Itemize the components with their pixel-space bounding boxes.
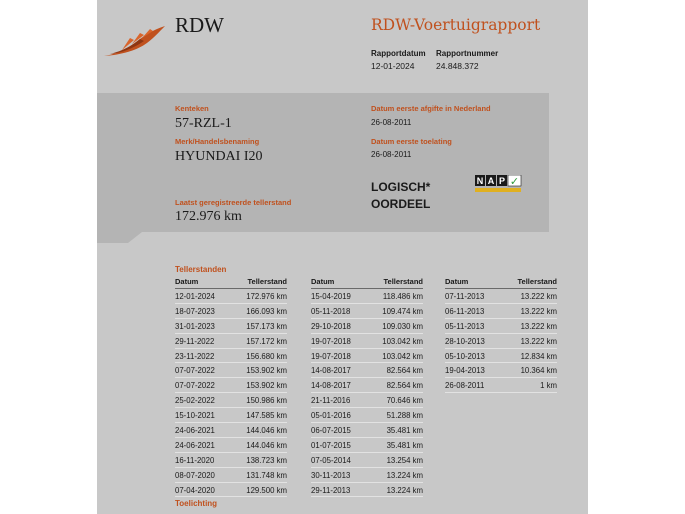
table-row: [175, 393, 287, 408]
reading-km: 150.986 km: [246, 396, 287, 406]
reading-date: 06-11-2013: [445, 306, 485, 316]
table-row: [311, 289, 423, 304]
reading-km: 13.254 km: [386, 455, 423, 465]
reading-date: 25-02-2022: [175, 396, 215, 406]
table-row: [311, 468, 423, 483]
reading-km: 144.046 km: [246, 440, 287, 450]
make-value: HYUNDAI I20: [175, 149, 263, 164]
table-row: [311, 408, 423, 423]
table-row: [175, 349, 287, 364]
reading-km: 103.042 km: [382, 336, 423, 346]
date-header: Datum: [445, 277, 469, 286]
reading-date: 30-11-2013: [311, 470, 351, 480]
reading-km: 51.288 km: [386, 411, 423, 421]
reading-km: 35.481 km: [386, 426, 423, 436]
verdict-line1: LOGISCH*: [371, 180, 431, 194]
reading-date: 05-11-2018: [311, 306, 351, 316]
table-row: [445, 304, 557, 319]
table-row: [311, 378, 423, 393]
table-row: [175, 304, 287, 319]
reading-km: 109.474 km: [382, 306, 423, 316]
table-row: [311, 304, 423, 319]
make-label: Merk/Handelsbenaming: [175, 137, 260, 146]
table-row: [311, 319, 423, 334]
reading-km: 10.364 km: [520, 366, 557, 376]
table-row: [445, 349, 557, 364]
table-row: [175, 289, 287, 304]
notes-title: Toelichting: [175, 499, 218, 508]
brand-name: RDW: [175, 13, 224, 37]
reading-km: 144.046 km: [246, 426, 287, 436]
reading-date: 29-10-2018: [311, 321, 351, 331]
table-row: [311, 438, 423, 453]
readings-column: [311, 277, 423, 497]
reading-km: 157.172 km: [246, 336, 287, 346]
reading-date: 14-08-2017: [311, 366, 351, 376]
reading-date: 29-11-2022: [175, 336, 215, 346]
date-header: Datum: [175, 277, 199, 286]
reading-date: 19-04-2013: [445, 366, 485, 376]
table-row: [445, 319, 557, 334]
reading-date: 07-04-2020: [175, 485, 215, 495]
reading-km: 156.680 km: [246, 351, 287, 361]
reading-km: 82.564 km: [386, 366, 423, 376]
report-date: 12-01-2024: [371, 61, 415, 71]
verdict: [371, 179, 461, 213]
reading-km: 13.222 km: [520, 321, 557, 331]
vehicle-summary-band: [97, 93, 549, 243]
table-row: [311, 363, 423, 378]
reading-date: 06-07-2015: [311, 426, 351, 436]
reading-date: 08-07-2020: [175, 470, 215, 480]
verdict-line2: OORDEEL: [371, 197, 431, 211]
reading-date: 07-07-2022: [175, 381, 215, 391]
table-row: [175, 438, 287, 453]
table-row: [175, 378, 287, 393]
reading-date: 16-11-2020: [175, 455, 215, 465]
readings-title: Tellerstanden: [175, 265, 227, 274]
report-number-label: Rapportnummer: [436, 49, 499, 58]
nap-letter-n: N: [476, 176, 484, 186]
reading-date: 19-07-2018: [311, 336, 351, 346]
reading-date: 29-11-2013: [311, 485, 351, 495]
nap-letter-p: P: [498, 176, 506, 186]
odometer-label: Laatst geregistreerde tellerstand: [175, 198, 292, 207]
odometer-value: 172.976 km: [175, 209, 242, 224]
reading-km: 138.723 km: [246, 455, 287, 465]
reading-date: 05-11-2013: [445, 321, 485, 331]
reading-date: 28-10-2013: [445, 336, 485, 346]
reading-date: 26-08-2011: [445, 381, 485, 391]
reading-date: 07-11-2013: [445, 292, 485, 301]
reading-km: 13.222 km: [520, 336, 557, 346]
table-row: [175, 319, 287, 334]
first-admission-value: 26-08-2011: [371, 150, 412, 159]
reading-date: 31-01-2023: [175, 321, 215, 331]
reading-km: 172.976 km: [246, 292, 287, 301]
reading-date: 18-07-2023: [175, 306, 215, 316]
reading-km: 157.173 km: [246, 321, 287, 331]
readings-header: [445, 277, 557, 289]
nap-logo-icon: [475, 175, 523, 194]
rdw-logo-icon: [104, 24, 166, 60]
reading-km: 13.224 km: [386, 485, 423, 495]
km-header: Tellerstand: [247, 277, 287, 286]
reading-date: 21-11-2016: [311, 396, 351, 406]
table-row: [311, 453, 423, 468]
reading-date: 19-07-2018: [311, 351, 351, 361]
reading-km: 13.224 km: [386, 470, 423, 480]
plate-value: 57-RZL-1: [175, 116, 232, 131]
table-row: [311, 393, 423, 408]
reading-date: 01-07-2015: [311, 440, 351, 450]
table-row: [175, 423, 287, 438]
first-admission-label: Datum eerste toelating: [371, 137, 452, 146]
first-nl-label: Datum eerste afgifte in Nederland: [371, 104, 491, 113]
table-row: [175, 453, 287, 468]
readings-header: [175, 277, 287, 289]
table-row: [175, 363, 287, 378]
reading-km: 13.222 km: [520, 292, 557, 301]
table-row: [175, 483, 287, 498]
reading-km: 131.748 km: [246, 470, 287, 480]
reading-km: 35.481 km: [386, 440, 423, 450]
reading-km: 109.030 km: [382, 321, 423, 331]
reading-date: 24-06-2021: [175, 426, 215, 436]
reading-date: 07-07-2022: [175, 366, 215, 376]
km-header: Tellerstand: [383, 277, 423, 286]
reading-km: 153.902 km: [246, 381, 287, 391]
table-row: [175, 468, 287, 483]
first-nl-value: 26-08-2011: [371, 118, 412, 127]
table-row: [445, 289, 557, 304]
reading-km: 147.585 km: [246, 411, 287, 421]
readings-column: [445, 277, 557, 393]
reading-date: 24-06-2021: [175, 440, 215, 450]
reading-km: 12.834 km: [520, 351, 557, 361]
reading-date: 07-05-2014: [311, 455, 351, 465]
reading-date: 14-08-2017: [311, 381, 351, 391]
report-date-label: Rapportdatum: [371, 49, 426, 58]
report-number: 24.848.372: [436, 61, 479, 71]
table-row: [445, 378, 557, 393]
readings-column: [175, 277, 287, 497]
report-page: [97, 0, 588, 514]
nap-letter-a: A: [487, 176, 495, 186]
reading-date: 15-04-2019: [311, 292, 351, 301]
reading-km: 153.902 km: [246, 366, 287, 376]
reading-date: 23-11-2022: [175, 351, 215, 361]
reading-km: 70.646 km: [386, 396, 423, 406]
table-row: [311, 334, 423, 349]
table-row: [311, 423, 423, 438]
readings-header: [311, 277, 423, 289]
report-title: RDW-Voertuigrapport: [371, 16, 541, 34]
reading-km: 1 km: [540, 381, 557, 391]
table-row: [311, 349, 423, 364]
plate-label: Kenteken: [175, 104, 209, 113]
table-row: [445, 363, 557, 378]
nap-check-icon: ✓: [509, 175, 520, 188]
table-row: [175, 334, 287, 349]
reading-date: 15-10-2021: [175, 411, 215, 421]
table-row: [175, 408, 287, 423]
reading-km: 13.222 km: [520, 306, 557, 316]
table-row: [311, 483, 423, 498]
table-row: [445, 334, 557, 349]
reading-km: 166.093 km: [246, 306, 287, 316]
reading-km: 82.564 km: [386, 381, 423, 391]
reading-km: 118.486 km: [382, 292, 423, 301]
reading-km: 129.500 km: [246, 485, 287, 495]
reading-date: 05-10-2013: [445, 351, 485, 361]
reading-date: 12-01-2024: [175, 292, 215, 301]
date-header: Datum: [311, 277, 335, 286]
reading-km: 103.042 km: [382, 351, 423, 361]
km-header: Tellerstand: [517, 277, 557, 286]
reading-date: 05-01-2016: [311, 411, 351, 421]
